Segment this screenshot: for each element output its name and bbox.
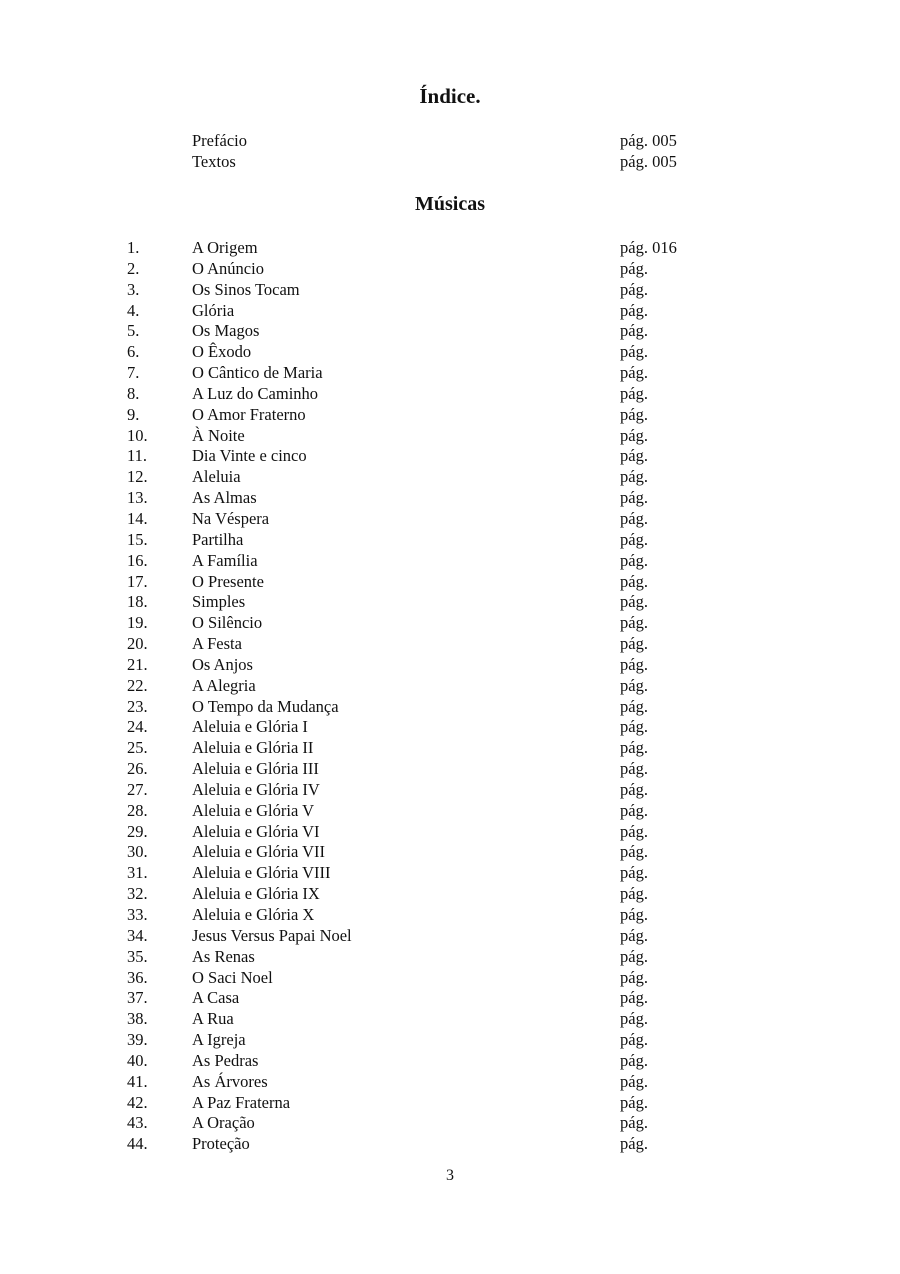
song-title: O Saci Noel xyxy=(192,967,273,987)
song-title: O Presente xyxy=(192,571,264,591)
song-title: O Tempo da Mudança xyxy=(192,696,339,716)
song-title: A Oração xyxy=(192,1113,255,1133)
song-number: 37. xyxy=(127,988,148,1008)
song-page: pág. xyxy=(620,592,648,612)
song-number: 25. xyxy=(127,738,148,758)
song-page: pág. xyxy=(620,842,648,862)
song-item xyxy=(0,238,900,259)
song-number: 2. xyxy=(127,258,140,278)
song-number: 27. xyxy=(127,779,148,799)
song-title: Jesus Versus Papai Noel xyxy=(192,925,352,945)
song-item xyxy=(0,842,900,863)
song-number: 34. xyxy=(127,925,148,945)
song-page: pág. xyxy=(620,363,648,383)
song-title: A Luz do Caminho xyxy=(192,383,319,403)
song-title: A Alegria xyxy=(192,675,256,695)
song-list xyxy=(0,238,900,1155)
front-matter-list xyxy=(0,131,900,173)
song-number: 24. xyxy=(127,717,148,737)
song-page: pág. xyxy=(620,1050,648,1070)
song-item xyxy=(0,592,900,613)
song-item xyxy=(0,363,900,384)
song-page: pág. xyxy=(620,738,648,758)
song-item xyxy=(0,259,900,280)
song-number: 36. xyxy=(127,967,148,987)
song-page: pág. xyxy=(620,613,648,633)
song-page: pág. xyxy=(620,342,648,362)
song-title: Aleluia e Glória II xyxy=(192,738,314,758)
song-item xyxy=(0,1113,900,1134)
song-number: 10. xyxy=(127,425,148,445)
song-item xyxy=(0,1072,900,1093)
song-item xyxy=(0,301,900,322)
song-item xyxy=(0,551,900,572)
song-title: Os Sinos Tocam xyxy=(192,279,300,299)
song-title: As Renas xyxy=(192,946,255,966)
song-number: 38. xyxy=(127,1009,148,1029)
song-title: A Igreja xyxy=(192,1030,246,1050)
song-title: A Família xyxy=(192,550,258,570)
song-title: Aleluia e Glória IX xyxy=(192,884,320,904)
song-item xyxy=(0,405,900,426)
song-title: Partilha xyxy=(192,529,244,549)
song-number: 21. xyxy=(127,654,148,674)
song-page: pág. xyxy=(620,446,648,466)
song-title: Aleluia xyxy=(192,467,241,487)
song-item xyxy=(0,926,900,947)
song-number: 35. xyxy=(127,946,148,966)
song-item xyxy=(0,426,900,447)
page-title: Índice. xyxy=(419,84,481,108)
song-number: 9. xyxy=(127,404,140,424)
entry-title: Textos xyxy=(192,151,236,171)
song-number: 39. xyxy=(127,1030,148,1050)
song-number: 29. xyxy=(127,821,148,841)
song-page: pág. xyxy=(620,279,648,299)
song-page: pág. xyxy=(620,988,648,1008)
song-item xyxy=(0,321,900,342)
song-number: 23. xyxy=(127,696,148,716)
song-number: 18. xyxy=(127,592,148,612)
song-page: pág. xyxy=(620,759,648,779)
song-item xyxy=(0,947,900,968)
song-item xyxy=(0,384,900,405)
song-page: pág. xyxy=(620,1134,648,1154)
song-item xyxy=(0,1051,900,1072)
entry-title: Prefácio xyxy=(192,131,247,150)
song-number: 1. xyxy=(127,238,140,257)
song-title: Aleluia e Glória X xyxy=(192,905,315,924)
song-number: 44. xyxy=(127,1134,148,1154)
song-number: 4. xyxy=(127,300,140,320)
song-item xyxy=(0,884,900,905)
song-number: 5. xyxy=(127,321,140,341)
song-title: Simples xyxy=(192,592,246,612)
song-page: pág. xyxy=(620,925,648,945)
song-page: pág. xyxy=(620,550,648,570)
song-page: pág. xyxy=(620,675,648,695)
song-item xyxy=(0,467,900,488)
song-item xyxy=(0,822,900,843)
song-number: 12. xyxy=(127,467,148,487)
song-title: Aleluia e Glória VI xyxy=(192,821,320,841)
section-title: Músicas xyxy=(415,193,485,215)
song-item xyxy=(0,655,900,676)
song-page: pág. xyxy=(620,946,648,966)
song-title: Aleluia e Glória VIII xyxy=(192,863,331,883)
song-page: pág. xyxy=(620,258,648,278)
song-title: À Noite xyxy=(192,425,245,445)
song-item xyxy=(0,342,900,363)
song-title: Glória xyxy=(192,300,235,320)
entry-page: pág. 005 xyxy=(620,131,677,150)
song-number: 13. xyxy=(127,488,148,508)
song-item xyxy=(0,863,900,884)
song-item xyxy=(0,1009,900,1030)
song-page: pág. xyxy=(620,508,648,528)
song-number: 41. xyxy=(127,1071,148,1091)
song-number: 40. xyxy=(127,1050,148,1070)
song-title: A Casa xyxy=(192,988,240,1008)
song-page: pág. xyxy=(620,1030,648,1050)
song-number: 31. xyxy=(127,863,148,883)
song-item xyxy=(0,905,900,926)
song-number: 3. xyxy=(127,279,140,299)
song-title: A Rua xyxy=(192,1009,234,1029)
entry-page: pág. 005 xyxy=(620,151,677,171)
song-title: O Anúncio xyxy=(192,258,264,278)
song-title: Aleluia e Glória IV xyxy=(192,779,320,799)
song-item xyxy=(0,280,900,301)
song-title: Aleluia e Glória I xyxy=(192,717,308,737)
song-item xyxy=(0,988,900,1009)
song-title: Dia Vinte e cinco xyxy=(192,446,307,466)
song-page: pág. xyxy=(620,1009,648,1029)
song-title: Aleluia e Glória III xyxy=(192,759,319,779)
front-matter-item xyxy=(0,152,900,173)
song-page: pág. xyxy=(620,779,648,799)
song-page: pág. xyxy=(620,404,648,424)
song-number: 15. xyxy=(127,529,148,549)
song-title: O Cântico de Maria xyxy=(192,363,323,383)
song-number: 6. xyxy=(127,342,140,362)
song-item xyxy=(0,613,900,634)
song-page: pág. xyxy=(620,571,648,591)
song-number: 33. xyxy=(127,905,148,924)
song-item xyxy=(0,780,900,801)
song-item xyxy=(0,1030,900,1051)
song-page: pág. xyxy=(620,800,648,820)
song-item xyxy=(0,759,900,780)
song-page: pág. xyxy=(620,654,648,674)
song-page: pág. xyxy=(620,467,648,487)
song-number: 8. xyxy=(127,383,140,403)
song-item xyxy=(0,676,900,697)
song-number: 7. xyxy=(127,363,140,383)
song-title: Aleluia e Glória VII xyxy=(192,842,326,862)
song-item xyxy=(0,801,900,822)
song-number: 26. xyxy=(127,759,148,779)
song-number: 19. xyxy=(127,613,148,633)
song-item xyxy=(0,717,900,738)
song-page: pág. xyxy=(620,1092,648,1112)
song-number: 16. xyxy=(127,550,148,570)
front-matter-item xyxy=(0,131,900,152)
song-number: 30. xyxy=(127,842,148,862)
song-title: As Almas xyxy=(192,488,257,508)
song-page: pág. xyxy=(620,863,648,883)
song-number: 42. xyxy=(127,1092,148,1112)
song-item xyxy=(0,1093,900,1114)
song-title: Os Anjos xyxy=(192,654,253,674)
song-title: A Paz Fraterna xyxy=(192,1092,291,1112)
song-item xyxy=(0,488,900,509)
song-item xyxy=(0,572,900,593)
song-page: pág. xyxy=(620,321,648,341)
song-page: pág. xyxy=(620,884,648,904)
song-number: 11. xyxy=(127,446,148,466)
song-number: 43. xyxy=(127,1113,148,1133)
song-page: pág. xyxy=(620,425,648,445)
page-number: 3 xyxy=(446,1167,454,1184)
song-title: Aleluia e Glória V xyxy=(192,800,315,820)
song-number: 22. xyxy=(127,675,148,695)
song-page: pág. xyxy=(620,1071,648,1091)
song-item xyxy=(0,446,900,467)
song-page: pág. xyxy=(620,717,648,737)
song-page: pág. xyxy=(620,696,648,716)
song-title: O Êxodo xyxy=(192,342,252,362)
song-page: pág. xyxy=(620,383,648,403)
song-number: 14. xyxy=(127,508,148,528)
song-item xyxy=(0,968,900,989)
song-title: As Árvores xyxy=(192,1071,268,1091)
song-item xyxy=(0,530,900,551)
song-number: 32. xyxy=(127,884,148,904)
song-title: As Pedras xyxy=(192,1050,259,1070)
song-title: Proteção xyxy=(192,1134,250,1154)
song-item xyxy=(0,697,900,718)
song-item xyxy=(0,509,900,530)
song-page: pág. xyxy=(620,300,648,320)
song-title: O Silêncio xyxy=(192,613,263,633)
song-number: 17. xyxy=(127,571,148,591)
song-number: 28. xyxy=(127,800,148,820)
song-page: pág. xyxy=(620,529,648,549)
song-page: pág. xyxy=(620,967,648,987)
song-item xyxy=(0,1134,900,1155)
song-title: Os Magos xyxy=(192,321,260,341)
song-title: A Origem xyxy=(192,238,258,257)
song-page: pág. xyxy=(620,821,648,841)
song-title: O Amor Fraterno xyxy=(192,404,306,424)
song-item xyxy=(0,738,900,759)
song-page: pág. xyxy=(620,1113,648,1133)
song-page: pág. xyxy=(620,905,648,924)
song-page: pág. xyxy=(620,634,648,654)
song-title: Na Véspera xyxy=(192,508,270,528)
song-page: pág. 016 xyxy=(620,238,677,257)
song-number: 20. xyxy=(127,634,148,654)
song-title: A Festa xyxy=(192,634,242,654)
song-item xyxy=(0,634,900,655)
song-page: pág. xyxy=(620,488,648,508)
